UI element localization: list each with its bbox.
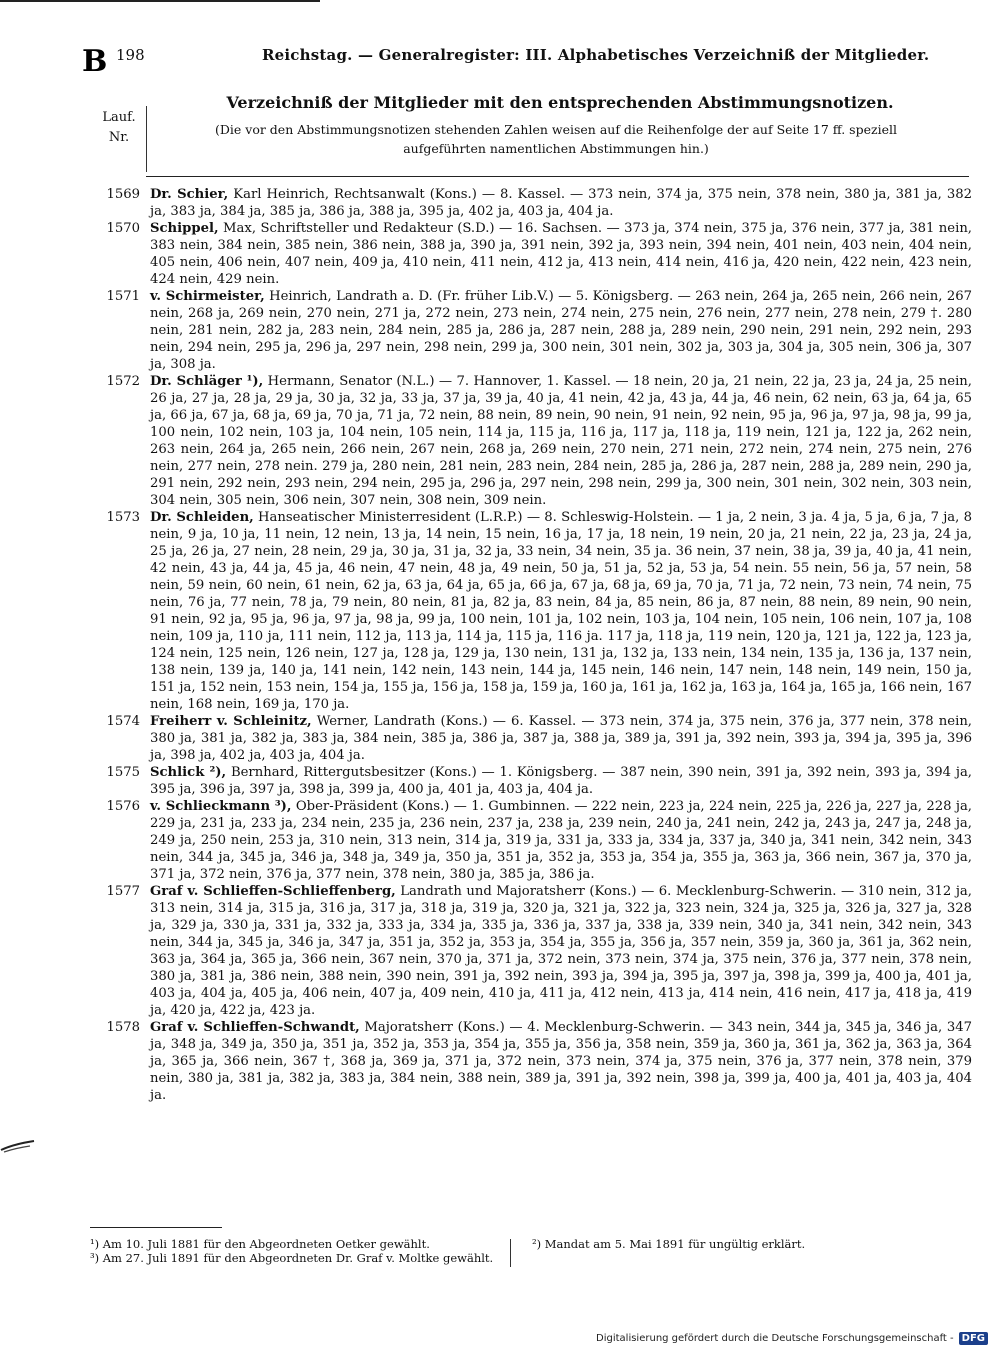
footnotes-left (90, 1237, 505, 1265)
entry-text (148, 509, 972, 713)
member-entry (92, 373, 972, 509)
member-entry (92, 883, 972, 1019)
member-entry (92, 764, 972, 798)
entry-votes: Karl Heinrich, Rechtsanwalt (Kons.) — 8. Kassel. — 373 nein, 374 ja, 375 nein, 378 nein, 380 ja, 381 ja, 382 ja, 383 ja, 384 ja, 385 ja, 386 ja, 388 ja, 395 ja, 402 ja, 403 ja, 404 ja. (150, 187, 973, 219)
list-title: Verzeichniß der Mitglieder mit den entsprechenden Abstimmungsnotizen. (226, 93, 894, 112)
member-entries (92, 186, 972, 1104)
footnote: ³) Am 27. Juli 1891 für den Abgeordneten Dr. Graf v. Moltke gewählt. (90, 1251, 494, 1265)
entry-votes: Landrath und Majoratsherr (Kons.) — 6. Mecklenburg-Schwerin. — 310 nein, 312 ja, 313 nein, 314 ja, 315 ja, 316 ja, 317 ja, 318 ja, 319 ja, 320 ja, 321 ja, 322 ja, 323 nein, 324 ja, 325 ja, 326 ja, 327 ja, 328 ja, 329 ja, 330 ja, 331 ja, 332 ja, 333 ja, 334 ja, 335 ja, 336 ja, 337 ja, 338 ja, 339 nein, 340 ja, 341 nein, 342 nein, 343 nein, 344 ja, 345 ja, 346 ja, 347 ja, 351 ja, 352 ja, 353 ja, 354 ja, 355 ja, 356 ja, 357 nein, 359 ja, 360 ja, 361 ja, 362 nein, 363 ja, 364 ja, 365 ja, 366 nein, 367 nein, 370 ja, 371 ja, 372 nein, 373 nein, 374 ja, 375 nein, 376 ja, 377 nein, 378 nein, 380 ja, 381 ja, 386 nein, 388 nein, 390 nein, 391 ja, 392 nein, 393 ja, 394 ja, 395 ja, 397 ja, 398 ja, 399 ja, 400 ja, 401 ja, 403 ja, 404 ja, 405 ja, 406 nein, 407 ja, 409 nein, 410 ja, 411 ja, 412 nein, 413 ja, 414 nein, 416 nein, 417 ja, 418 ja, 419 ja, 420 ja, 422 ja, 423 ja. (150, 884, 972, 1018)
entry-text (148, 883, 972, 1019)
column-rule (146, 106, 147, 172)
footnote: ²) Mandat am 5. Mai 1891 für ungültig erklärt. (532, 1237, 806, 1251)
member-entry (92, 1019, 972, 1104)
entry-votes: Majoratsherr (Kons.) — 4. Mecklenburg-Schwerin. — 343 nein, 344 ja, 345 ja, 346 ja, 347 ja, 348 ja, 349 ja, 350 ja, 351 ja, 352 ja, 353 ja, 354 ja, 355 ja, 356 ja, 358 nein, 359 ja, 360 ja, 361 ja, 362 ja, 363 ja, 364 ja, 365 ja, 366 nein, 367 †, 368 ja, 369 ja, 371 ja, 372 nein, 373 nein, 374 ja, 375 nein, 376 ja, 377 nein, 378 nein, 379 nein, 380 ja, 381 ja, 382 ja, 383 ja, 384 nein, 388 nein, 389 ja, 391 ja, 392 nein, 398 ja, 399 ja, 400 ja, 401 ja, 403 ja, 404 ja. (150, 1020, 972, 1103)
entry-number: 1570 (106, 221, 140, 236)
entry-number: 1574 (106, 714, 140, 729)
entry-text (148, 220, 972, 288)
entry-text (148, 373, 972, 509)
member-entry (92, 186, 972, 220)
entry-text (148, 798, 972, 883)
entry-number: 1575 (106, 765, 140, 780)
entry-number: 1578 (106, 1020, 140, 1035)
entry-number: 1572 (106, 374, 140, 389)
footnotes-right (532, 1237, 852, 1251)
entry-text (148, 288, 972, 373)
entry-votes: Bernhard, Rittergutsbesitzer (Kons.) — 1. Königsberg. — 387 nein, 390 nein, 391 ja, 392 nein, 393 ja, 394 ja, 395 ja, 396 ja, 397 ja, 398 ja, 399 ja, 400 ja, 401 ja, 403 ja, 404 ja. (150, 765, 972, 797)
nr-label: Nr. (108, 130, 130, 145)
member-name: Graf v. Schlieffen-Schlieffenberg, (150, 884, 396, 899)
entry-text (148, 1019, 972, 1104)
member-name: Schippel, (150, 221, 219, 236)
header-rule (146, 176, 969, 177)
entry-text (148, 186, 972, 220)
entry-votes: Ober-Präsident (Kons.) — 1. Gumbinnen. — 222 nein, 223 ja, 224 nein, 225 ja, 226 ja, 227 ja, 228 ja, 229 ja, 231 ja, 233 ja, 234 nein, 235 ja, 236 nein, 237 ja, 238 ja, 239 nein, 240 ja, 241 nein, 242 ja, 243 ja, 247 ja, 248 ja, 249 ja, 250 nein, 253 ja, 310 nein, 313 nein, 314 ja, 319 ja, 331 ja, 333 ja, 334 ja, 337 ja, 340 ja, 341 nein, 342 nein, 343 nein, 344 ja, 345 ja, 346 ja, 348 ja, 349 ja, 350 ja, 351 ja, 352 ja, 353 ja, 354 ja, 355 ja, 363 ja, 366 nein, 367 ja, 370 ja, 371 ja, 372 nein, 376 ja, 377 nein, 378 nein, 380 ja, 385 ja, 386 ja. (150, 799, 973, 882)
entry-votes: Max, Schriftsteller und Redakteur (S.D.) — 16. Sachsen. — 373 ja, 374 nein, 375 ja, 376 nein, 377 ja, 381 nein, 383 nein, 384 nein, 385 nein, 386 nein, 388 ja, 390 ja, 391 nein, 392 ja, 393 nein, 394 nein, 401 nein, 403 nein, 404 nein, 405 nein, 406 nein, 407 nein, 409 ja, 410 nein, 411 nein, 412 ja, 413 nein, 414 nein, 416 ja, 420 nein, 422 nein, 423 nein, 424 nein, 429 nein. (150, 221, 973, 287)
digitization-credit (596, 1332, 988, 1345)
member-entry (92, 220, 972, 288)
member-name: Freiherr v. Schleinitz, (150, 714, 312, 729)
entry-text (148, 764, 972, 798)
section-letter: B (82, 44, 108, 79)
entry-text (148, 713, 972, 764)
entry-votes: Hermann, Senator (N.L.) — 7. Hannover, 1. Kassel. — 18 nein, 20 ja, 21 nein, 22 ja, 23 ja, 24 ja, 25 nein, 26 ja, 27 ja, 28 ja, 29 ja, 30 ja, 32 ja, 33 ja, 37 ja, 39 ja, 40 ja, 41 nein, 42 ja, 43 ja, 44 ja, 46 nein, 62 nein, 63 ja, 64 ja, 65 ja, 66 ja, 67 ja, 68 ja, 69 ja, 70 ja, 71 ja, 72 nein, 88 nein, 89 nein, 90 nein, 91 nein, 92 nein, 95 ja, 96 ja, 97 ja, 98 ja, 99 ja, 100 nein, 102 nein, 103 ja, 104 nein, 105 nein, 114 ja, 115 ja, 116 ja, 117 ja, 118 ja, 119 nein, 121 ja, 122 ja, 262 nein, 263 nein, 264 ja, 265 nein, 266 nein, 267 nein, 268 ja, 269 nein, 270 nein, 271 nein, 272 nein, 274 nein, 275 nein, 276 nein, 277 nein, 278 nein. 279 ja, 280 nein, 281 nein, 283 nein, 284 nein, 285 ja, 286 ja, 287 nein, 288 ja, 289 nein, 290 ja, 291 nein, 292 nein, 293 nein, 294 nein, 295 ja, 296 ja, 297 nein, 298 nein, 299 ja, 300 nein, 301 nein, 302 nein, 303 nein, 304 nein, 305 nein, 306 nein, 307 nein, 308 nein, 309 nein. (150, 374, 972, 508)
member-entry (92, 713, 972, 764)
margin-pen-mark (0, 1138, 36, 1154)
entry-number: 1569 (106, 187, 140, 202)
lauf-label: Lauf. (102, 110, 136, 125)
member-name: Schlick ²), (150, 765, 227, 780)
footnote-separator (510, 1239, 511, 1267)
credit-text: Digitalisierung gefördert durch die Deutsche Forschungsgemeinschaft - (596, 1333, 954, 1344)
entry-number: 1571 (106, 289, 140, 304)
member-name: Dr. Schleiden, (150, 510, 254, 525)
running-head: Reichstag. — Generalregister: III. Alphabetisches Verzeichniß der Mitglieder. (262, 46, 930, 64)
entry-number: 1577 (106, 884, 140, 899)
entry-number: 1573 (106, 510, 140, 525)
member-name: Dr. Schier, (150, 187, 229, 202)
member-entry (92, 288, 972, 373)
member-name: Graf v. Schlieffen-Schwandt, (150, 1020, 360, 1035)
scan-edge-mark (0, 0, 320, 20)
member-name: v. Schirmeister, (150, 289, 265, 304)
entry-votes: Werner, Landrath (Kons.) — 6. Kassel. — 373 nein, 374 ja, 375 nein, 376 ja, 377 nein, 378 nein, 380 ja, 381 ja, 382 ja, 383 ja, 384 nein, 385 ja, 386 ja, 387 ja, 388 ja, 389 ja, 391 ja, 392 nein, 393 ja, 394 ja, 395 ja, 396 ja, 398 ja, 402 ja, 403 ja, 404 ja. (150, 714, 972, 763)
entry-number: 1576 (106, 799, 140, 814)
entry-votes: Hanseatischer Ministerresident (L.R.P.) — 8. Schleswig-Holstein. — 1 ja, 2 nein, 3 ja. 4 ja, 5 ja, 6 ja, 7 ja, 8 nein, 9 ja, 10 ja, 11 nein, 12 nein, 13 ja, 14 nein, 15 nein, 16 ja, 17 ja, 18 nein, 19 nein, 20 ja, 21 nein, 22 ja, 23 ja, 24 ja, 25 ja, 26 ja, 27 nein, 28 nein, 29 ja, 30 ja, 31 ja, 32 ja, 33 nein, 34 nein, 35 ja. 36 nein, 37 nein, 38 ja, 39 ja, 40 ja, 41 nein, 42 nein, 43 ja, 44 ja, 45 ja, 46 nein, 47 nein, 48 ja, 49 nein, 50 ja, 51 ja, 52 ja, 53 ja, 54 nein. 55 nein, 56 ja, 57 nein, 58 nein, 59 nein, 60 nein, 61 nein, 62 ja, 63 ja, 64 ja, 65 ja, 66 ja, 67 ja, 68 ja, 69 ja, 70 ja, 71 ja, 72 nein, 73 nein, 74 nein, 75 nein, 76 ja, 77 nein, 78 ja, 79 nein, 80 nein, 81 ja, 82 ja, 83 nein, 84 ja, 85 nein, 86 ja, 87 nein, 88 nein, 89 nein, 90 nein, 91 nein, 92 ja, 95 ja, 96 ja, 97 ja, 98 ja, 99 ja, 100 nein, 101 ja, 102 nein, 103 ja, 104 nein, 105 nein, 106 nein, 107 ja, 108 nein, 109 ja, 110 ja, 111 nein, 112 ja, 113 ja, 114 ja, 115 ja, 116 ja. 117 ja, 118 ja, 119 nein, 120 ja, 121 ja, 122 ja, 123 ja, 124 nein, 125 nein, 126 nein, 127 ja, 128 ja, 129 ja, 130 nein, 131 ja, 132 ja, 133 nein, 134 nein, 135 ja, 136 ja, 137 nein, 138 nein, 139 ja, 140 ja, 141 nein, 142 nein, 143 nein, 144 ja, 145 nein, 146 nein, 147 nein, 148 nein, 149 nein, 150 ja, 151 ja, 152 nein, 153 nein, 154 ja, 155 ja, 156 ja, 158 ja, 159 ja, 160 ja, 161 ja, 162 ja, 163 ja, 164 ja, 165 ja, 166 nein, 167 nein, 168 nein, 169 ja, 170 ja. (150, 510, 972, 712)
member-entry (92, 509, 972, 713)
member-name: v. Schlieckmann ³), (150, 799, 292, 814)
entry-votes: Heinrich, Landrath a. D. (Fr. früher Lib.V.) — 5. Königsberg. — 263 nein, 264 ja, 265 nein, 266 nein, 267 nein, 268 ja, 269 nein, 270 nein, 271 ja, 272 nein, 273 nein, 274 nein, 275 nein, 276 nein, 277 nein, 278 nein, 279 †. 280 nein, 281 nein, 282 ja, 283 nein, 284 nein, 285 ja, 286 ja, 287 nein, 288 ja, 289 nein, 290 nein, 291 nein, 292 nein, 293 nein, 294 nein, 295 ja, 296 ja, 297 nein, 298 nein, 299 ja, 300 nein, 301 nein, 302 ja, 303 ja, 304 ja, 305 nein, 306 ja, 307 ja, 308 ja. (150, 289, 972, 372)
member-name: Dr. Schläger ¹), (150, 374, 264, 389)
list-subtitle: (Die vor den Abstimmungsnotizen stehenden Zahlen weisen auf die Reihenfolge der auf Seite 17 ff. speziell aufgeführten namentlichen Abstimmungen hin.) (215, 122, 897, 156)
member-entry (92, 798, 972, 883)
lauf-nr-column-head (96, 108, 142, 148)
dfg-logo: DFG (959, 1332, 988, 1345)
page-number: 198 (116, 46, 145, 64)
footnote: ¹) Am 10. Juli 1881 für den Abgeordneten Oetker gewählt. (90, 1237, 430, 1251)
footnote-rule (90, 1227, 222, 1228)
